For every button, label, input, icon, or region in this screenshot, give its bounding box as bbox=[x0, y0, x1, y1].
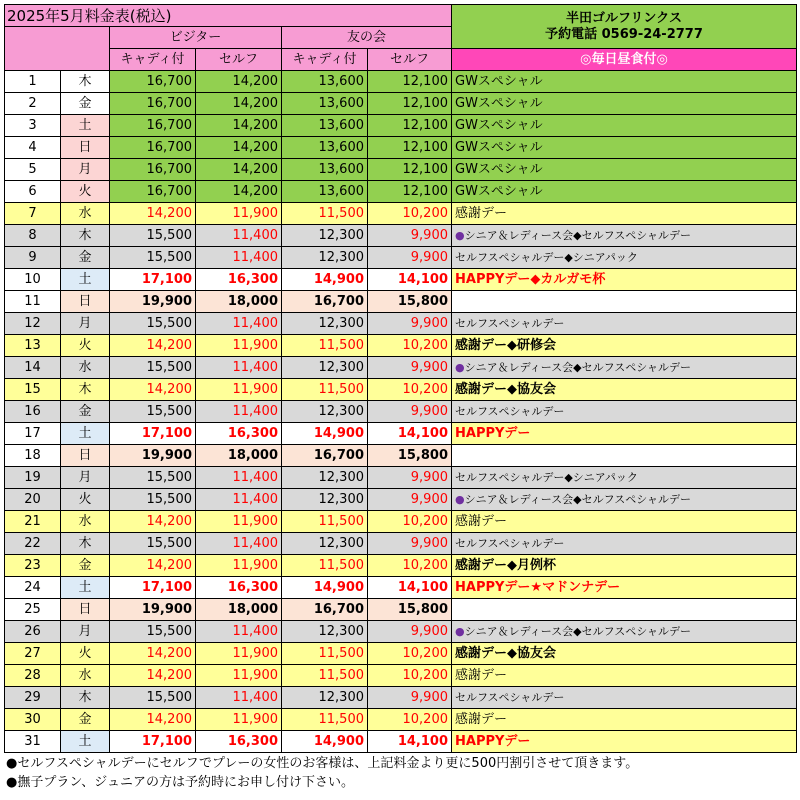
price-cell: 14,100 bbox=[368, 731, 452, 753]
price-cell: 17,100 bbox=[110, 577, 196, 599]
price-cell: 11,900 bbox=[196, 709, 282, 731]
price-cell: 16,700 bbox=[110, 71, 196, 93]
weekday-cell: 火 bbox=[61, 489, 110, 511]
table-row bbox=[5, 401, 797, 423]
weekday-cell: 水 bbox=[61, 665, 110, 687]
price-cell: 11,900 bbox=[196, 643, 282, 665]
event-cell bbox=[452, 709, 797, 731]
price-cell: 10,200 bbox=[368, 665, 452, 687]
price-table bbox=[4, 4, 797, 753]
price-cell: 14,900 bbox=[282, 577, 368, 599]
table-row bbox=[5, 533, 797, 555]
day-cell: 5 bbox=[5, 159, 61, 181]
event-cell bbox=[452, 159, 797, 181]
weekday-cell: 金 bbox=[61, 555, 110, 577]
price-cell: 16,700 bbox=[282, 599, 368, 621]
price-cell: 9,900 bbox=[368, 357, 452, 379]
weekday-cell: 木 bbox=[61, 71, 110, 93]
weekday-cell: 金 bbox=[61, 401, 110, 423]
event-label: セルフスペシャルデー bbox=[455, 536, 565, 550]
course-info bbox=[452, 5, 797, 49]
price-cell: 14,200 bbox=[196, 137, 282, 159]
event-label: 感謝デー◆協友会 bbox=[455, 645, 556, 661]
weekday-cell: 金 bbox=[61, 709, 110, 731]
weekday-cell: 日 bbox=[61, 599, 110, 621]
day-cell: 30 bbox=[5, 709, 61, 731]
header-member-caddie: キャディ付 bbox=[282, 49, 368, 71]
price-cell: 11,900 bbox=[196, 203, 282, 225]
price-cell: 16,300 bbox=[196, 269, 282, 291]
event-label: 感謝デー◆研修会 bbox=[455, 337, 556, 353]
table-row bbox=[5, 379, 797, 401]
price-cell: 13,600 bbox=[282, 159, 368, 181]
price-cell: 19,900 bbox=[110, 291, 196, 313]
weekday-cell: 土 bbox=[61, 269, 110, 291]
day-cell: 2 bbox=[5, 93, 61, 115]
price-cell: 11,400 bbox=[196, 247, 282, 269]
price-cell: 13,600 bbox=[282, 181, 368, 203]
price-cell: 12,100 bbox=[368, 159, 452, 181]
price-cell: 11,500 bbox=[282, 665, 368, 687]
event-cell bbox=[452, 401, 797, 423]
weekday-cell: 月 bbox=[61, 313, 110, 335]
event-label: 感謝デー bbox=[455, 513, 508, 529]
weekday-cell: 月 bbox=[61, 621, 110, 643]
price-cell: 14,200 bbox=[110, 665, 196, 687]
day-cell: 14 bbox=[5, 357, 61, 379]
price-cell: 11,400 bbox=[196, 401, 282, 423]
footnote-1: ●セルフスペシャルデーにセルフでプレーの女性のお客様は、上記料金より更に500円割引させて頂きます。 bbox=[6, 756, 639, 771]
event-cell bbox=[452, 665, 797, 687]
price-cell: 11,400 bbox=[196, 489, 282, 511]
event-label: 感謝デー bbox=[455, 667, 508, 683]
price-cell: 12,100 bbox=[368, 93, 452, 115]
price-cell: 12,100 bbox=[368, 71, 452, 93]
table-row bbox=[5, 159, 797, 181]
table-row bbox=[5, 665, 797, 687]
price-cell: 11,900 bbox=[196, 335, 282, 357]
price-cell: 12,300 bbox=[282, 533, 368, 555]
price-cell: 14,100 bbox=[368, 269, 452, 291]
price-cell: 15,500 bbox=[110, 313, 196, 335]
event-cell bbox=[452, 313, 797, 335]
price-cell: 11,400 bbox=[196, 225, 282, 247]
event-cell bbox=[452, 291, 797, 313]
weekday-cell: 火 bbox=[61, 335, 110, 357]
price-cell: 11,400 bbox=[196, 467, 282, 489]
table-row bbox=[5, 357, 797, 379]
event-cell bbox=[452, 423, 797, 445]
price-cell: 11,400 bbox=[196, 357, 282, 379]
price-cell: 13,600 bbox=[282, 93, 368, 115]
event-label: 感謝デー◆協友会 bbox=[455, 381, 556, 397]
table-row bbox=[5, 181, 797, 203]
day-cell: 3 bbox=[5, 115, 61, 137]
table-row bbox=[5, 709, 797, 731]
price-cell: 14,100 bbox=[368, 423, 452, 445]
table-row bbox=[5, 115, 797, 137]
price-cell: 9,900 bbox=[368, 489, 452, 511]
price-cell: 12,300 bbox=[282, 621, 368, 643]
event-cell bbox=[452, 555, 797, 577]
price-cell: 18,000 bbox=[196, 445, 282, 467]
price-cell: 9,900 bbox=[368, 225, 452, 247]
header-member-self: セルフ bbox=[368, 49, 452, 71]
event-cell bbox=[452, 599, 797, 621]
price-cell: 14,200 bbox=[196, 71, 282, 93]
price-cell: 12,100 bbox=[368, 115, 452, 137]
day-cell: 7 bbox=[5, 203, 61, 225]
event-label: GWスペシャル bbox=[455, 73, 543, 89]
price-cell: 14,200 bbox=[196, 115, 282, 137]
day-cell: 8 bbox=[5, 225, 61, 247]
price-cell: 13,600 bbox=[282, 137, 368, 159]
day-cell: 18 bbox=[5, 445, 61, 467]
event-label: 感謝デー bbox=[455, 711, 508, 727]
price-cell: 9,900 bbox=[368, 247, 452, 269]
event-label: GWスペシャル bbox=[455, 117, 543, 133]
event-cell bbox=[452, 71, 797, 93]
event-cell bbox=[452, 115, 797, 137]
day-cell: 26 bbox=[5, 621, 61, 643]
price-cell: 16,700 bbox=[282, 445, 368, 467]
event-cell bbox=[452, 731, 797, 753]
event-label: セルフスペシャルデー◆シニアパック bbox=[455, 470, 638, 484]
price-cell: 14,900 bbox=[282, 269, 368, 291]
event-cell bbox=[452, 621, 797, 643]
price-cell: 18,000 bbox=[196, 599, 282, 621]
event-label: シニア＆レディース会◆セルフスペシャルデー bbox=[464, 360, 691, 374]
price-cell: 9,900 bbox=[368, 687, 452, 709]
header-visitor-self: セルフ bbox=[196, 49, 282, 71]
footnote-2: ●撫子プラン、ジュニアの方は予約時にお申し付け下さい。 bbox=[6, 775, 355, 790]
event-cell bbox=[452, 137, 797, 159]
day-cell: 27 bbox=[5, 643, 61, 665]
price-cell: 12,100 bbox=[368, 137, 452, 159]
price-cell: 15,500 bbox=[110, 467, 196, 489]
table-row bbox=[5, 731, 797, 753]
event-cell bbox=[452, 225, 797, 247]
table-row bbox=[5, 687, 797, 709]
weekday-cell: 日 bbox=[61, 137, 110, 159]
event-cell bbox=[452, 511, 797, 533]
price-cell: 15,800 bbox=[368, 445, 452, 467]
price-cell: 16,700 bbox=[110, 115, 196, 137]
price-cell: 9,900 bbox=[368, 467, 452, 489]
price-cell: 13,600 bbox=[282, 115, 368, 137]
price-cell: 19,900 bbox=[110, 599, 196, 621]
price-cell: 14,200 bbox=[110, 203, 196, 225]
weekday-cell: 土 bbox=[61, 731, 110, 753]
price-cell: 15,500 bbox=[110, 687, 196, 709]
event-cell bbox=[452, 489, 797, 511]
price-cell: 16,300 bbox=[196, 423, 282, 445]
price-cell: 15,500 bbox=[110, 357, 196, 379]
table-row bbox=[5, 467, 797, 489]
day-cell: 13 bbox=[5, 335, 61, 357]
price-cell: 11,400 bbox=[196, 687, 282, 709]
day-cell: 11 bbox=[5, 291, 61, 313]
weekday-cell: 木 bbox=[61, 687, 110, 709]
page-title: 2025年5月料金表(税込) bbox=[5, 5, 452, 27]
weekday-cell: 日 bbox=[61, 445, 110, 467]
price-cell: 14,200 bbox=[110, 511, 196, 533]
table-row bbox=[5, 93, 797, 115]
price-cell: 11,900 bbox=[196, 511, 282, 533]
event-cell bbox=[452, 577, 797, 599]
price-cell: 17,100 bbox=[110, 731, 196, 753]
event-cell bbox=[452, 643, 797, 665]
price-cell: 11,500 bbox=[282, 643, 368, 665]
event-label: HAPPYデー★マドンナデー bbox=[455, 579, 621, 595]
price-cell: 14,200 bbox=[196, 159, 282, 181]
header-blank bbox=[5, 27, 110, 71]
price-cell: 11,500 bbox=[282, 203, 368, 225]
price-cell: 12,300 bbox=[282, 357, 368, 379]
event-cell bbox=[452, 181, 797, 203]
price-cell: 14,900 bbox=[282, 423, 368, 445]
table-row bbox=[5, 203, 797, 225]
course-phone: 予約電話 0569-24-2777 bbox=[545, 26, 703, 42]
price-cell: 15,500 bbox=[110, 533, 196, 555]
event-cell bbox=[452, 335, 797, 357]
price-cell: 14,200 bbox=[110, 335, 196, 357]
price-cell: 15,800 bbox=[368, 599, 452, 621]
price-cell: 15,500 bbox=[110, 247, 196, 269]
day-cell: 15 bbox=[5, 379, 61, 401]
day-cell: 24 bbox=[5, 577, 61, 599]
day-cell: 22 bbox=[5, 533, 61, 555]
course-name: 半田ゴルフリンクス bbox=[565, 10, 683, 26]
price-cell: 10,200 bbox=[368, 379, 452, 401]
day-cell: 21 bbox=[5, 511, 61, 533]
price-cell: 16,300 bbox=[196, 731, 282, 753]
weekday-cell: 木 bbox=[61, 225, 110, 247]
price-cell: 10,200 bbox=[368, 643, 452, 665]
price-cell: 19,900 bbox=[110, 445, 196, 467]
price-cell: 15,500 bbox=[110, 489, 196, 511]
event-label: HAPPYデー bbox=[455, 425, 531, 441]
price-cell: 12,300 bbox=[282, 489, 368, 511]
price-cell: 10,200 bbox=[368, 555, 452, 577]
price-cell: 14,200 bbox=[110, 643, 196, 665]
day-cell: 12 bbox=[5, 313, 61, 335]
purple-dot-icon: ● bbox=[455, 492, 465, 506]
day-cell: 4 bbox=[5, 137, 61, 159]
price-cell: 14,200 bbox=[196, 181, 282, 203]
table-row bbox=[5, 489, 797, 511]
price-cell: 12,300 bbox=[282, 401, 368, 423]
price-cell: 11,500 bbox=[282, 709, 368, 731]
price-cell: 12,300 bbox=[282, 247, 368, 269]
weekday-cell: 水 bbox=[61, 203, 110, 225]
weekday-cell: 月 bbox=[61, 467, 110, 489]
table-row bbox=[5, 313, 797, 335]
event-label: HAPPYデー◆カルガモ杯 bbox=[455, 271, 606, 287]
table-row bbox=[5, 599, 797, 621]
price-cell: 16,700 bbox=[282, 291, 368, 313]
price-cell: 15,500 bbox=[110, 401, 196, 423]
meal-banner: ◎毎日昼食付◎ bbox=[452, 49, 797, 71]
purple-dot-icon: ● bbox=[455, 360, 465, 374]
purple-dot-icon: ● bbox=[455, 624, 465, 638]
event-label: セルフスペシャルデー◆シニアパック bbox=[455, 250, 638, 264]
event-cell bbox=[452, 379, 797, 401]
day-cell: 25 bbox=[5, 599, 61, 621]
table-row bbox=[5, 511, 797, 533]
table-row bbox=[5, 577, 797, 599]
purple-dot-icon: ● bbox=[455, 228, 465, 242]
price-cell: 11,500 bbox=[282, 555, 368, 577]
weekday-cell: 日 bbox=[61, 291, 110, 313]
day-cell: 28 bbox=[5, 665, 61, 687]
price-cell: 9,900 bbox=[368, 533, 452, 555]
price-cell: 12,300 bbox=[282, 225, 368, 247]
table-row bbox=[5, 225, 797, 247]
table-row bbox=[5, 423, 797, 445]
event-label: GWスペシャル bbox=[455, 139, 543, 155]
header-visitor: ビジター bbox=[110, 27, 282, 49]
weekday-cell: 土 bbox=[61, 115, 110, 137]
weekday-cell: 月 bbox=[61, 159, 110, 181]
header-row-1 bbox=[5, 5, 797, 27]
price-cell: 9,900 bbox=[368, 401, 452, 423]
weekday-cell: 水 bbox=[61, 511, 110, 533]
price-cell: 11,900 bbox=[196, 555, 282, 577]
price-cell: 13,600 bbox=[282, 71, 368, 93]
table-row bbox=[5, 445, 797, 467]
price-table-body bbox=[5, 5, 797, 753]
day-cell: 19 bbox=[5, 467, 61, 489]
event-cell bbox=[452, 467, 797, 489]
price-cell: 14,200 bbox=[110, 379, 196, 401]
price-cell: 14,200 bbox=[110, 555, 196, 577]
day-cell: 23 bbox=[5, 555, 61, 577]
price-cell: 16,700 bbox=[110, 137, 196, 159]
day-cell: 20 bbox=[5, 489, 61, 511]
price-cell: 10,200 bbox=[368, 511, 452, 533]
price-cell: 14,200 bbox=[196, 93, 282, 115]
table-row bbox=[5, 555, 797, 577]
price-cell: 9,900 bbox=[368, 313, 452, 335]
event-label: シニア＆レディース会◆セルフスペシャルデー bbox=[464, 228, 691, 242]
price-cell: 16,700 bbox=[110, 93, 196, 115]
price-cell: 11,400 bbox=[196, 313, 282, 335]
price-cell: 12,300 bbox=[282, 313, 368, 335]
price-cell: 12,300 bbox=[282, 687, 368, 709]
day-cell: 31 bbox=[5, 731, 61, 753]
price-cell: 15,800 bbox=[368, 291, 452, 313]
price-cell: 12,100 bbox=[368, 181, 452, 203]
price-cell: 15,500 bbox=[110, 621, 196, 643]
weekday-cell: 木 bbox=[61, 379, 110, 401]
header-row-3 bbox=[5, 49, 797, 71]
price-cell: 14,900 bbox=[282, 731, 368, 753]
price-cell: 10,200 bbox=[368, 203, 452, 225]
weekday-cell: 金 bbox=[61, 247, 110, 269]
price-cell: 17,100 bbox=[110, 423, 196, 445]
price-cell: 11,500 bbox=[282, 335, 368, 357]
weekday-cell: 火 bbox=[61, 181, 110, 203]
price-cell: 18,000 bbox=[196, 291, 282, 313]
price-cell: 11,900 bbox=[196, 665, 282, 687]
event-label: シニア＆レディース会◆セルフスペシャルデー bbox=[464, 624, 691, 638]
event-cell bbox=[452, 445, 797, 467]
price-cell: 10,200 bbox=[368, 709, 452, 731]
weekday-cell: 木 bbox=[61, 533, 110, 555]
weekday-cell: 水 bbox=[61, 357, 110, 379]
event-label: セルフスペシャルデー bbox=[455, 404, 565, 418]
event-cell bbox=[452, 357, 797, 379]
weekday-cell: 土 bbox=[61, 577, 110, 599]
event-label: GWスペシャル bbox=[455, 95, 543, 111]
day-cell: 6 bbox=[5, 181, 61, 203]
day-cell: 1 bbox=[5, 71, 61, 93]
table-row bbox=[5, 137, 797, 159]
table-row bbox=[5, 643, 797, 665]
price-cell: 14,200 bbox=[110, 709, 196, 731]
day-cell: 29 bbox=[5, 687, 61, 709]
price-cell: 11,400 bbox=[196, 621, 282, 643]
day-cell: 17 bbox=[5, 423, 61, 445]
weekday-cell: 金 bbox=[61, 93, 110, 115]
event-cell bbox=[452, 203, 797, 225]
table-row bbox=[5, 247, 797, 269]
price-cell: 9,900 bbox=[368, 621, 452, 643]
price-cell: 17,100 bbox=[110, 269, 196, 291]
event-label: GWスペシャル bbox=[455, 183, 543, 199]
header-member: 友の会 bbox=[282, 27, 452, 49]
price-cell: 11,500 bbox=[282, 511, 368, 533]
price-cell: 16,700 bbox=[110, 181, 196, 203]
day-cell: 9 bbox=[5, 247, 61, 269]
price-cell: 11,900 bbox=[196, 379, 282, 401]
table-row bbox=[5, 269, 797, 291]
table-row bbox=[5, 335, 797, 357]
price-cell: 11,500 bbox=[282, 379, 368, 401]
event-label: セルフスペシャルデー bbox=[455, 690, 565, 704]
price-cell: 15,500 bbox=[110, 225, 196, 247]
event-label: セルフスペシャルデー bbox=[455, 316, 565, 330]
table-row bbox=[5, 71, 797, 93]
event-cell bbox=[452, 247, 797, 269]
table-row bbox=[5, 621, 797, 643]
event-cell bbox=[452, 687, 797, 709]
event-cell bbox=[452, 269, 797, 291]
price-cell: 11,400 bbox=[196, 533, 282, 555]
event-label: 感謝デー bbox=[455, 205, 508, 221]
header-visitor-caddie: キャディ付 bbox=[110, 49, 196, 71]
price-cell: 10,200 bbox=[368, 335, 452, 357]
price-cell: 14,100 bbox=[368, 577, 452, 599]
day-cell: 16 bbox=[5, 401, 61, 423]
event-cell bbox=[452, 93, 797, 115]
event-label: GWスペシャル bbox=[455, 161, 543, 177]
event-label: シニア＆レディース会◆セルフスペシャルデー bbox=[464, 492, 691, 506]
table-row bbox=[5, 291, 797, 313]
weekday-cell: 土 bbox=[61, 423, 110, 445]
price-cell: 16,300 bbox=[196, 577, 282, 599]
day-cell: 10 bbox=[5, 269, 61, 291]
event-cell bbox=[452, 533, 797, 555]
price-cell: 12,300 bbox=[282, 467, 368, 489]
price-cell: 16,700 bbox=[110, 159, 196, 181]
event-label: HAPPYデー bbox=[455, 733, 531, 749]
event-label: 感謝デー◆月例杯 bbox=[455, 557, 556, 573]
weekday-cell: 火 bbox=[61, 643, 110, 665]
